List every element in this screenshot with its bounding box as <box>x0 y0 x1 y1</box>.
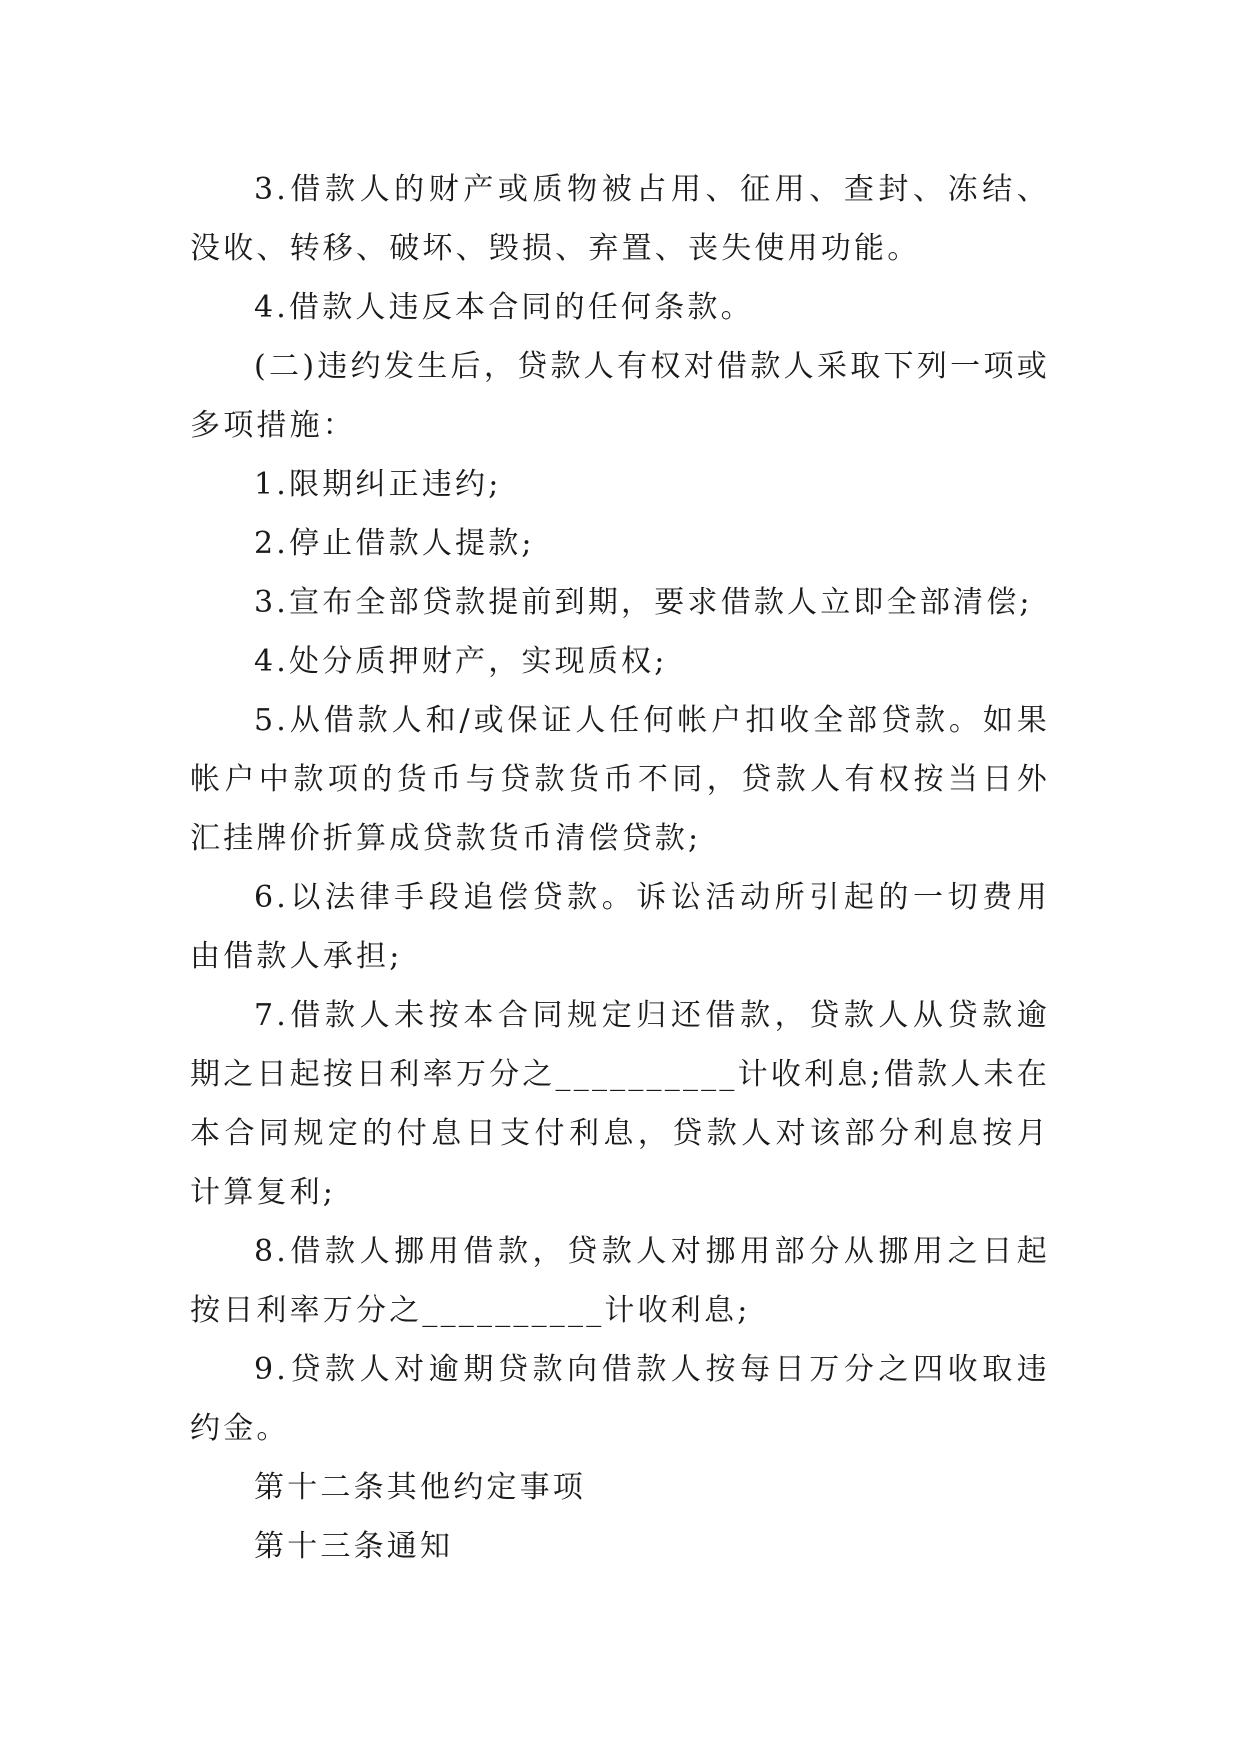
measure-item: 8.借款人挪用借款，贷款人对挪用部分从挪用之日起按日利率万分之__________计收利息; <box>190 1234 1050 1328</box>
document-body <box>190 160 1050 1576</box>
measure-item: 2.停止借款人提款; <box>254 526 535 561</box>
clause-paragraph: (二)违约发生后，贷款人有权对借款人采取下列一项或多项措施： <box>190 349 1050 443</box>
measure-item: 5.从借款人和/或保证人任何帐户扣收全部贷款。如果帐户中款项的货币与贷款货币不同，贷款人有权按当日外汇挂牌价折算成贷款货币清偿贷款; <box>190 703 1050 856</box>
measure-item: 1.限期纠正违约; <box>254 467 502 502</box>
measure-item: 6.以法律手段追偿贷款。诉讼活动所引起的一切费用由借款人承担; <box>190 880 1050 974</box>
article-heading: 第十三条通知 <box>254 1529 454 1564</box>
measure-item: 7.借款人未按本合同规定归还借款，贷款人从贷款逾期之日起按日利率万分之__________计收利息;借款人未在本合同规定的付息日支付利息，贷款人对该部分利息按月计算复利; <box>190 998 1050 1210</box>
measure-item: 9.贷款人对逾期贷款向借款人按每日万分之四收取违约金。 <box>190 1352 1050 1446</box>
measure-item: 3.宣布全部贷款提前到期，要求借款人立即全部清偿; <box>254 585 1033 620</box>
clause-paragraph: 3.借款人的财产或质物被占用、征用、查封、冻结、没收、转移、破坏、毁损、弃置、丧失使用功能。 <box>190 172 1050 266</box>
article-heading: 第十二条其他约定事项 <box>254 1470 586 1505</box>
clause-paragraph: 4.借款人违反本合同的任何条款。 <box>254 290 754 325</box>
measure-item: 4.处分质押财产，实现质权; <box>254 644 668 679</box>
